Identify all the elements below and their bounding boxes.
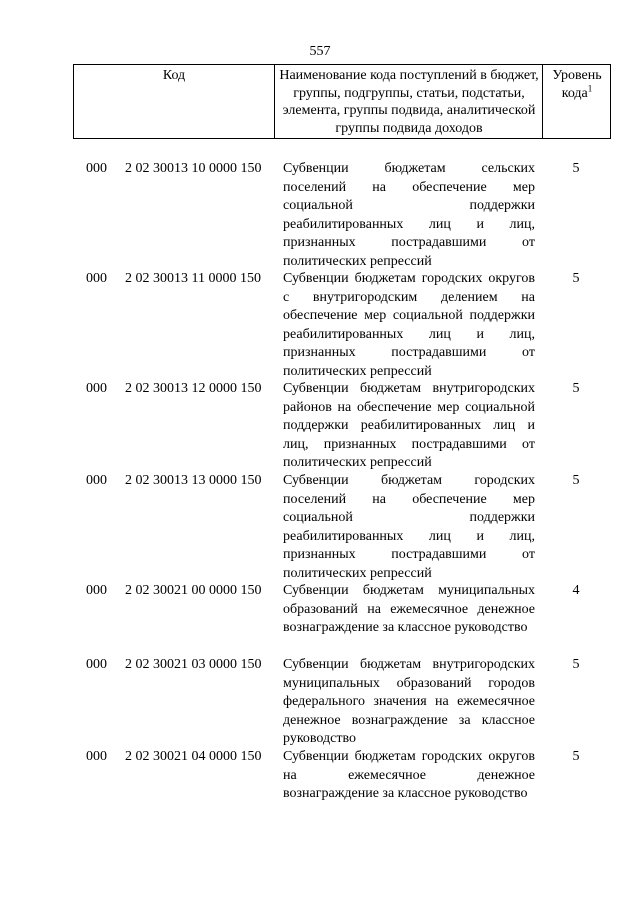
admin-code: 000 <box>86 473 107 488</box>
revenue-name: Субвенции бюджетам муниципальных образований на ежемесячное денежное вознаграждение за классное руководство <box>283 583 535 636</box>
name-column-header-text: Наименование кода поступлений в бюджет, группы, подгруппы, статьи, подстатьи, элемента, группы подвида, аналитической группы подвида доходов <box>279 68 539 136</box>
revenue-code: 2 02 30013 13 0000 150 <box>125 473 262 488</box>
level-label: Уровень кода <box>552 68 602 101</box>
revenue-code: 2 02 30021 04 0000 150 <box>125 749 262 764</box>
admin-code: 000 <box>86 583 107 598</box>
code-level: 4 <box>572 583 580 598</box>
table-header <box>73 64 611 139</box>
revenue-code: 2 02 30013 12 0000 150 <box>125 381 262 396</box>
code-level: 5 <box>572 749 580 764</box>
admin-code: 000 <box>86 271 107 286</box>
revenue-name: Субвенции бюджетам городских округов на ежемесячное денежное вознаграждение за классное руководство <box>283 749 535 802</box>
code-level: 5 <box>572 473 580 488</box>
admin-code: 000 <box>86 161 107 176</box>
admin-code: 000 <box>86 381 107 396</box>
code-level: 5 <box>572 271 580 286</box>
level-column-header <box>542 65 611 138</box>
page-number: 557 <box>309 44 331 59</box>
revenue-name: Субвенции бюджетам городских поселений на обеспечение мер социальной поддержки реабилитированных лиц и лиц, признанных пострадавшими от политических репрессий <box>283 473 535 581</box>
revenue-code: 2 02 30021 03 0000 150 <box>125 657 262 672</box>
code-level: 5 <box>572 381 580 396</box>
admin-code: 000 <box>86 657 107 672</box>
revenue-code: 2 02 30021 00 0000 150 <box>125 583 262 598</box>
revenue-name: Субвенции бюджетам сельских поселений на обеспечение мер социальной поддержки реабилитированных лиц и лиц, признанных пострадавшими от политических репрессий <box>283 161 535 269</box>
code-level: 5 <box>572 161 580 176</box>
revenue-code: 2 02 30013 10 0000 150 <box>125 161 262 176</box>
revenue-code: 2 02 30013 11 0000 150 <box>125 271 261 286</box>
revenue-name: Субвенции бюджетам городских округов с внутригородским делением на обеспечение мер социальной поддержки реабилитированных лиц и лиц, признанных пострадавшими от политических репрессий <box>283 271 535 379</box>
code-level: 5 <box>572 657 580 672</box>
admin-code: 000 <box>86 749 107 764</box>
level-footnote-mark: 1 <box>587 82 593 93</box>
revenue-name: Субвенции бюджетам внутригородских районов на обеспечение мер социальной поддержки реабилитированных лиц и лиц, признанных пострадавшими от политических репрессий <box>283 381 535 471</box>
level-column-header-text <box>543 65 611 102</box>
revenue-name: Субвенции бюджетам внутригородских муниципальных образований городов федерального значения на ежемесячное денежное вознаграждение за классное руководство <box>283 657 535 747</box>
code-column-header: Код <box>162 68 186 83</box>
